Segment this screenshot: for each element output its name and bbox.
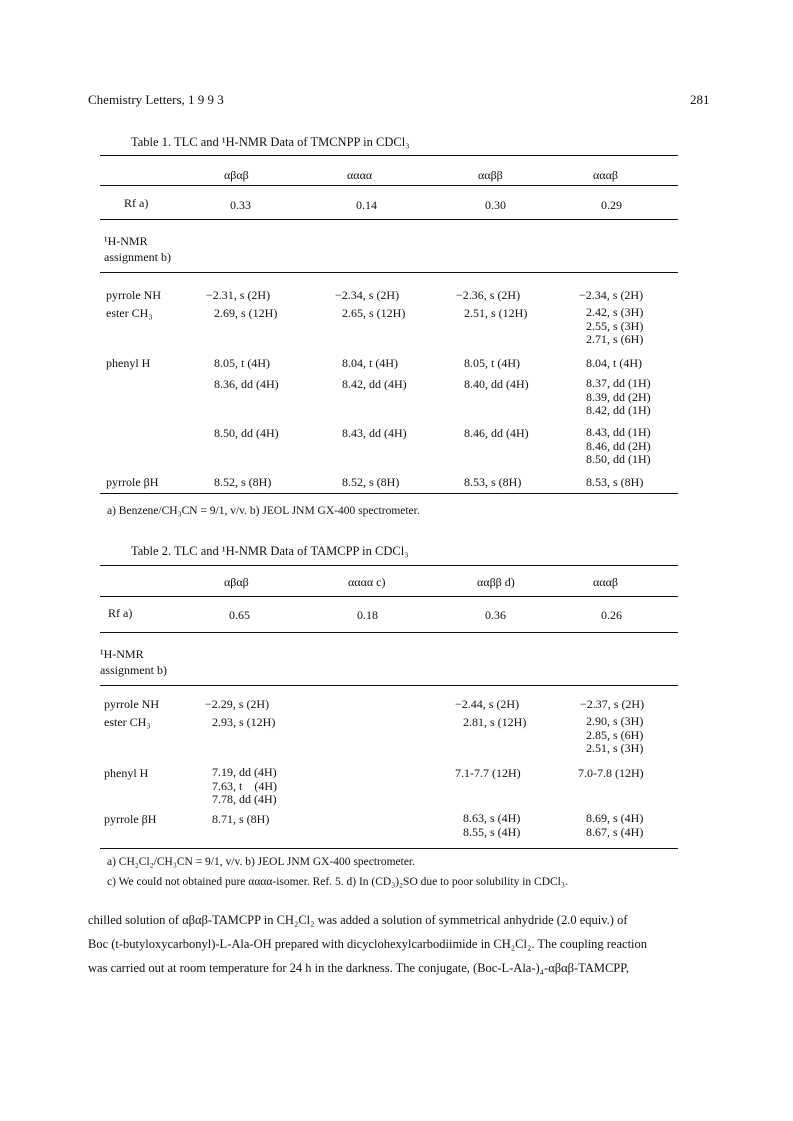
table1-rf-4: 0.29 [601, 198, 622, 212]
table2-nmr-label: ¹H-NMR [100, 647, 144, 661]
table2-cell: 8.71, s (8H) [212, 812, 270, 826]
table1-col-1: αβαβ [224, 168, 249, 182]
table2-rf-3: 0.36 [485, 608, 506, 622]
table1-cell: 8.42, dd (4H) [342, 377, 407, 391]
table2-header-rule [100, 596, 678, 597]
table2-col-3: ααββ d) [477, 575, 515, 589]
table1-footnote: a) Benzene/CH₃CN = 9/1, v/v. b) JEOL JNM GX-400 spectrometer. [107, 505, 420, 517]
table1-cell: 2.69, s (12H) [214, 306, 278, 320]
table2-top-rule [100, 565, 678, 566]
table2-footnote-ab: a) CH₂Cl₂/CH₃CN = 9/1, v/v. b) JEOL JNM GX-400 spectrometer. [107, 856, 416, 868]
table2-assign-rule [100, 685, 678, 686]
table1-top-rule [100, 155, 678, 156]
table1-cell: −2.34, s (2H) [579, 288, 644, 302]
table1-cell: 8.37, dd (1H) 8.39, dd (2H) 8.42, dd (1H) [586, 376, 651, 417]
table1-cell: 8.40, dd (4H) [464, 377, 529, 391]
table2-row-label: phenyl H [104, 766, 149, 780]
table1-cell: 8.36, dd (4H) [214, 377, 279, 391]
table2-cell: −2.37, s (2H) [580, 697, 645, 711]
table1-col-3: ααββ [478, 168, 503, 182]
table1-cell: 8.43, dd (4H) [342, 426, 407, 440]
table2-cell: 8.63, s (4H) 8.55, s (4H) [463, 811, 521, 839]
table1-bottom-rule [100, 493, 678, 494]
table1-cell: 2.42, s (3H) 2.55, s (3H) 2.71, s (6H) [586, 305, 644, 346]
table2-bottom-rule [100, 848, 678, 849]
table1-cell: 8.46, dd (4H) [464, 426, 529, 440]
table2-rf-label: Rf a) [108, 606, 133, 620]
table1-col-4: αααβ [593, 168, 618, 182]
table1-rf-1: 0.33 [230, 198, 251, 212]
table2-title: Table 2. TLC and ¹H-NMR Data of TAMCPP in CDCl₃ [131, 544, 409, 558]
table2-cell: 7.0-7.8 (12H) [578, 766, 644, 780]
table2-rf-1: 0.65 [229, 608, 250, 622]
table1-cell: 8.52, s (8H) [214, 475, 272, 489]
table1-cell: 8.05, t (4H) [214, 356, 270, 370]
table2-cell: 7.19, dd (4H) 7.63, t (4H) 7.78, dd (4H) [212, 765, 277, 806]
table2-cell: 2.90, s (3H) 2.85, s (6H) 2.51, s (3H) [586, 714, 644, 755]
table1-title: Table 1. TLC and ¹H-NMR Data of TMCNPP in CDCl₃ [131, 135, 410, 149]
table1-cell: 8.52, s (8H) [342, 475, 400, 489]
table1-cell: 8.53, s (8H) [464, 475, 522, 489]
table1-cell: −2.34, s (2H) [335, 288, 400, 302]
table2-rf-rule [100, 632, 678, 633]
body-line-3: was carried out at room temperature for 24 h in the darkness. The conjugate, (Boc-L-Ala-)₄-αβαβ-TAMCPP, [88, 961, 629, 975]
table2-rf-2: 0.18 [357, 608, 378, 622]
table1-col-2: αααα [347, 168, 373, 182]
table1-rf-2: 0.14 [356, 198, 377, 212]
table1-assignment-label: assignment b) [104, 250, 171, 264]
table2-row-label: ester CH₃ [104, 715, 151, 729]
table1-cell: 8.04, t (4H) [586, 356, 642, 370]
table1-cell: 2.65, s (12H) [342, 306, 406, 320]
table1-row-label: ester CH₃ [106, 306, 153, 320]
table2-col-2: αααα c) [348, 575, 386, 589]
body-line-2: Boc (t-butyloxycarbonyl)-L-Ala-OH prepared with dicyclohexylcarbodiimide in CH₂Cl₂. The coupling reaction [88, 937, 648, 951]
table1-nmr-label: ¹H-NMR [104, 234, 148, 248]
table1-cell: 8.04, t (4H) [342, 356, 398, 370]
table2-cell: 2.81, s (12H) [463, 715, 527, 729]
table1-cell: 8.53, s (8H) [586, 475, 644, 489]
table1-cell: 8.43, dd (1H) 8.46, dd (2H) 8.50, dd (1H) [586, 425, 651, 466]
table1-cell: −2.31, s (2H) [206, 288, 271, 302]
body-line-1: chilled solution of αβαβ-TAMCPP in CH₂Cl₂ was added a solution of symmetrical anhydride (2.0 equiv.) of [88, 913, 628, 927]
table1-cell: 8.50, dd (4H) [214, 426, 279, 440]
table2-cell: 7.1-7.7 (12H) [455, 766, 521, 780]
table1-rf-rule [100, 219, 678, 220]
table1-cell: 2.51, s (12H) [464, 306, 528, 320]
page-number: 281 [690, 92, 710, 107]
table1-assign-rule [100, 272, 678, 273]
table2-cell: −2.44, s (2H) [455, 697, 520, 711]
table2-col-1: αβαβ [224, 575, 249, 589]
table2-row-label: pyrrole NH [104, 697, 159, 711]
table2-cell: 2.93, s (12H) [212, 715, 276, 729]
table1-rf-3: 0.30 [485, 198, 506, 212]
journal-header: Chemistry Letters, 1 9 9 3 [88, 92, 224, 107]
table1-row-label: pyrrole NH [106, 288, 161, 302]
table1-header-rule [100, 185, 678, 186]
table2-cell: 8.69, s (4H) 8.67, s (4H) [586, 811, 644, 839]
table1-cell: −2.36, s (2H) [456, 288, 521, 302]
table2-col-4: αααβ [593, 575, 618, 589]
table2-assignment-label: assignment b) [100, 663, 167, 677]
table1-cell: 8.05, t (4H) [464, 356, 520, 370]
table1-row-label: pyrrole βH [106, 475, 159, 489]
table1-row-label: phenyl H [106, 356, 151, 370]
table2-footnote-cd: c) We could not obtained pure αααα-isomer. Ref. 5. d) In (CD₃)₂SO due to poor solubility in CDCl₃. [107, 876, 568, 888]
table2-row-label: pyrrole βH [104, 812, 157, 826]
table2-cell: −2.29, s (2H) [205, 697, 270, 711]
table2-rf-4: 0.26 [601, 608, 622, 622]
table1-rf-label: Rf a) [124, 196, 149, 210]
